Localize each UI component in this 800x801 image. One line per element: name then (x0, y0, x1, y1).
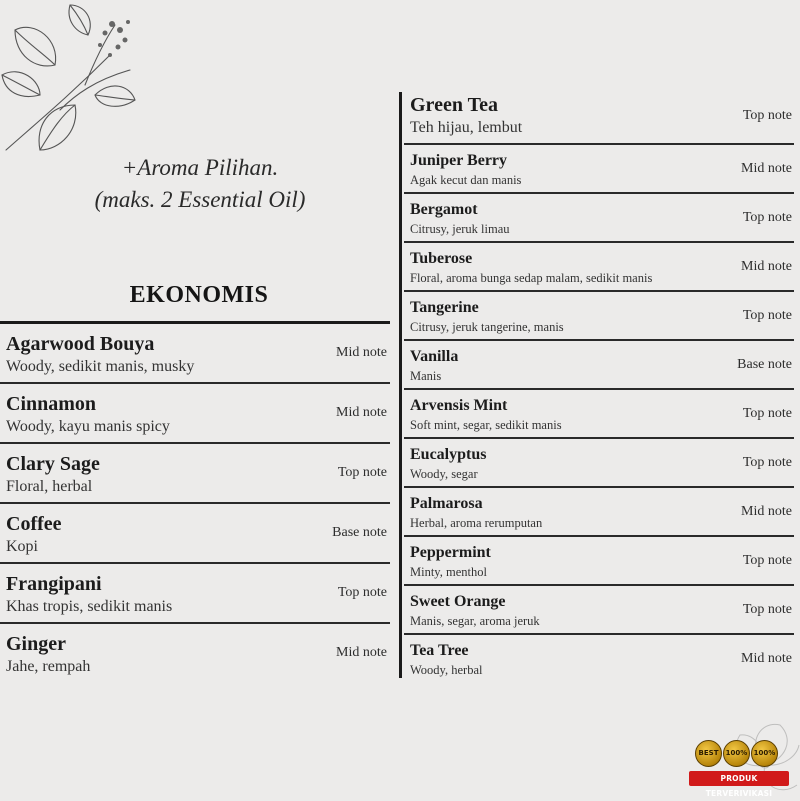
oil-description: Manis, segar, aroma jeruk (410, 614, 540, 628)
oil-note: Top note (337, 585, 387, 600)
oil-note: Mid note (741, 504, 792, 519)
oil-description: Citrusy, jeruk tangerine, manis (410, 320, 564, 334)
oil-description: Woody, herbal (410, 663, 483, 677)
quality-badge-icon: 100% (751, 740, 778, 767)
oil-name: Ginger (6, 633, 66, 655)
list-item (0, 444, 390, 504)
oil-note: Base note (332, 525, 387, 540)
oil-note: Mid note (336, 645, 387, 660)
oil-note: Top note (742, 308, 792, 323)
oil-name: Tangerine (410, 299, 479, 316)
oil-note: Top note (742, 602, 792, 617)
intro-line-2: (maks. 2 Essential Oil) (94, 187, 306, 212)
oil-name: Juniper Berry (410, 152, 508, 169)
list-item (404, 341, 794, 390)
list-item (404, 439, 794, 488)
oil-name: Arvensis Mint (410, 397, 508, 414)
oil-name: Bergamot (410, 201, 478, 218)
list-item (0, 624, 390, 682)
oil-note: Mid note (336, 345, 387, 360)
oil-description: Herbal, aroma rerumputan (410, 516, 543, 530)
oil-name: Tea Tree (410, 642, 469, 659)
section-title: EKONOMIS (129, 282, 269, 308)
oil-note: Top note (337, 465, 387, 480)
list-item (404, 243, 794, 292)
intro-text (40, 152, 360, 216)
left-oil-list (0, 321, 390, 682)
oil-description: Floral, aroma bunga sedap malam, sedikit manis (410, 271, 653, 285)
list-item (0, 564, 390, 624)
oil-description: Teh hijau, lembut (410, 119, 523, 136)
oil-name: Frangipani (6, 573, 102, 595)
oil-description: Khas tropis, sedikit manis (6, 598, 173, 615)
oil-note: Top note (742, 406, 792, 421)
oil-note: Mid note (741, 259, 792, 274)
list-item (0, 504, 390, 564)
oil-note: Base note (737, 357, 792, 372)
oil-note: Mid note (336, 405, 387, 420)
oil-description: Woody, sedikit manis, musky (6, 358, 195, 375)
oil-description: Jahe, rempah (6, 658, 91, 675)
oil-name: Sweet Orange (410, 593, 506, 610)
list-item (404, 586, 794, 635)
oil-description: Minty, menthol (410, 565, 487, 579)
intro-line-1: +Aroma Pilihan. (121, 155, 279, 180)
oil-name: Cinnamon (6, 393, 97, 415)
oil-name: Clary Sage (6, 453, 100, 475)
guarantee-badge-icon: 100% (723, 740, 750, 767)
verified-product-label: PRODUK TERVERIVIKASI (689, 771, 789, 786)
oil-name: Agarwood Bouya (6, 333, 155, 355)
verification-badges (689, 740, 789, 798)
oil-note: Top note (742, 553, 792, 568)
list-item (404, 145, 794, 194)
oil-name: Peppermint (410, 544, 491, 561)
oil-description: Citrusy, jeruk limau (410, 222, 510, 236)
column-divider (399, 92, 402, 678)
oil-description: Soft mint, segar, sedikit manis (410, 418, 562, 432)
oil-description: Manis (410, 369, 442, 383)
oil-note: Top note (742, 210, 792, 225)
botanical-sprig-icon (0, 0, 150, 160)
list-item (0, 324, 390, 384)
list-item (404, 390, 794, 439)
oil-description: Kopi (6, 538, 38, 555)
list-item (404, 194, 794, 243)
oil-name: Eucalyptus (410, 446, 487, 463)
oil-note: Mid note (741, 651, 792, 666)
oil-note: Mid note (741, 161, 792, 176)
oil-description: Woody, kayu manis spicy (6, 418, 170, 435)
list-item (404, 635, 794, 682)
oil-name: Green Tea (410, 94, 498, 116)
list-item (404, 537, 794, 586)
oil-description: Floral, herbal (6, 478, 93, 495)
oil-note: Top note (742, 108, 792, 123)
right-oil-list (404, 92, 794, 682)
oil-name: Vanilla (410, 348, 459, 365)
best-badge-icon: BEST (695, 740, 722, 767)
list-item (0, 384, 390, 444)
list-item (404, 488, 794, 537)
oil-name: Tuberose (410, 250, 473, 267)
list-item (404, 92, 794, 145)
oil-name: Coffee (6, 513, 62, 535)
list-item (404, 292, 794, 341)
oil-description: Woody, segar (410, 467, 478, 481)
oil-note: Top note (742, 455, 792, 470)
oil-description: Agak kecut dan manis (410, 173, 522, 187)
oil-name: Palmarosa (410, 495, 483, 512)
